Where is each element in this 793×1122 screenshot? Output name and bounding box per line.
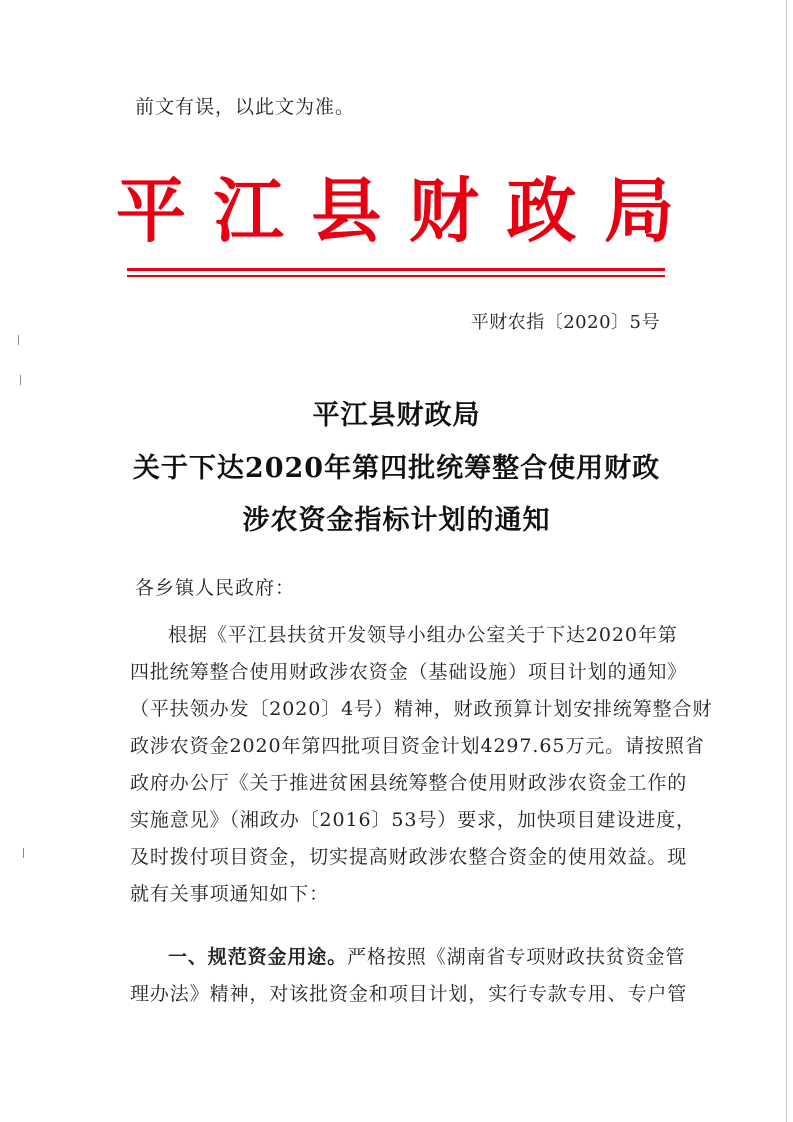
red-divider-thin <box>127 275 665 277</box>
body-line: 四批统筹整合使用财政涉农资金（基础设施）项目计划的通知》 <box>130 661 688 683</box>
header-char: 局 <box>603 169 674 252</box>
section-1-line-1 <box>130 942 686 969</box>
scan-artifact-mark <box>20 375 25 385</box>
header-char: 政 <box>506 169 577 252</box>
body-line: （平扶领办发〔2020〕4号）精神，财政预算计划安排统筹整合财 <box>130 698 713 720</box>
section-1-heading: 一、规范资金用途。 <box>168 946 348 968</box>
scan-artifact-mark <box>23 848 28 858</box>
section-1-text: 严格按照《湖南省专项财政扶贫资金管 <box>347 946 686 968</box>
document-number: 平财农指〔2020〕5号 <box>470 312 660 333</box>
header-char: 江 <box>213 169 284 252</box>
title-line-3: 涉农资金指标计划的通知 <box>242 505 551 536</box>
title-line-2: 关于下达2020年第四批统筹整合使用财政 <box>132 453 661 484</box>
header-char: 县 <box>311 169 382 252</box>
section-1-line-2: 理办法》精神，对该批资金和项目计划，实行专款专用、专户管 <box>130 983 688 1005</box>
body-line: 根据《平江县扶贫开发领导小组办公室关于下达2020年第 <box>168 624 678 646</box>
scan-artifact-mark <box>18 335 23 345</box>
issuing-authority-header <box>110 155 680 255</box>
scan-edge-line <box>786 0 787 1122</box>
red-divider-thick <box>127 268 665 271</box>
header-char: 平 <box>116 169 186 252</box>
correction-note: 前文有误，以此文为准。 <box>135 96 356 118</box>
body-line: 政府办公厅《关于推进贫困县统筹整合使用财政涉农资金工作的 <box>130 772 688 794</box>
title-line-1: 平江县财政局 <box>312 400 481 431</box>
body-line: 及时拨付项目资金，切实提高财政涉农整合资金的使用效益。现 <box>130 846 688 868</box>
body-line: 实施意见》（湘政办〔2016〕53号）要求，加快项目建设进度， <box>130 809 696 831</box>
header-char: 财 <box>408 169 479 252</box>
body-line: 就有关事项通知如下： <box>130 883 330 905</box>
body-line: 政涉农资金2020年第四批项目资金计划4297.65万元。请按照省 <box>130 735 705 757</box>
salutation: 各乡镇人民政府： <box>135 577 296 599</box>
